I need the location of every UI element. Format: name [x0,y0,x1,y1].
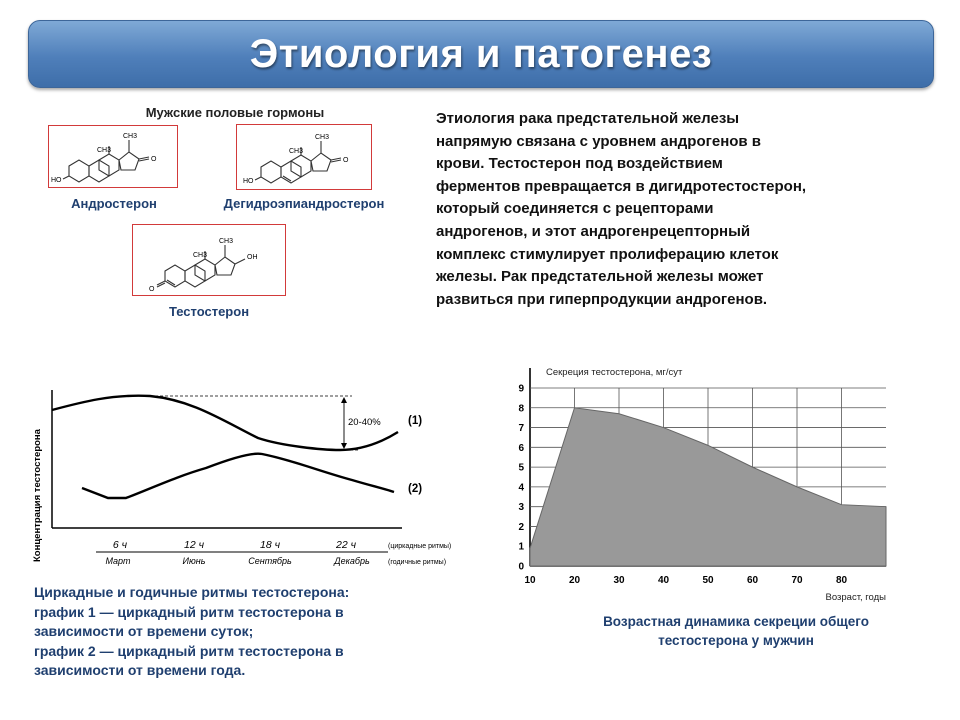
testosterone-label: Тестостерон [168,304,250,319]
age-ytick-2: 2 [518,521,524,533]
age-ytick-7: 7 [518,423,524,435]
dhea-o-label: O [343,157,349,164]
annotation-label: 20-40% [348,417,381,428]
age-chart-title: Секреция тестостерона, мг/сут [546,367,683,378]
month-label-3: Декабрь [334,556,370,566]
age-xtick-10: 10 [524,575,536,586]
androsterone-ch3-label: CH3 [97,147,112,154]
age-chart-x-label: Возраст, годы [825,592,886,602]
dhea-ch3-top-label: CH3 [315,134,330,141]
month-label-2: Сентябрь [248,556,292,566]
testosterone-structure [132,224,286,296]
age-xtick-70: 70 [791,575,803,586]
testosterone-ch3-top-label: CH3 [219,238,234,245]
age-ytick-3: 3 [518,502,524,514]
curve-2-label: (2) [408,483,423,495]
testosterone-molecule-drawing [133,225,284,294]
hormones-heading: Мужские половые гормоны [145,105,325,120]
age-xtick-30: 30 [613,575,625,586]
age-ytick-1: 1 [518,541,524,553]
androsterone-ho-label: HO [51,177,62,184]
androsterone-o-label: O [151,156,157,163]
annotation-arrow-down [341,443,347,449]
curve-2-annual [82,454,394,498]
annotation-arrow-up [341,397,347,403]
rhythm-chart-caption: Циркадные и годичные ритмы тестостерона: график 1 — циркадный ритм тестостерона в зависимости от времени суток; график 2 — циркадный ритм тестостерона в зависимости от времени года. [34,584,350,679]
age-ytick-0: 0 [518,561,524,573]
title-banner [28,20,934,88]
androsterone-ch3-top-label: CH3 [123,133,138,140]
age-ytick-9: 9 [518,383,524,395]
hour-label-1: 12 ч [183,539,205,551]
months-row-label: (годичные ритмы) [388,559,447,566]
dhea-structure [236,124,372,190]
age-xtick-50: 50 [702,575,714,586]
dhea-ch3-label: CH3 [289,148,304,155]
dhea-ho-label: HO [243,178,254,185]
month-label-0: Март [105,556,131,566]
testosterone-o-label: O [149,286,155,293]
dhea-label: Дегидроэпиандростерон [223,196,385,211]
testosterone-ch3-label: CH3 [193,252,208,259]
etiology-paragraph: Этиология рака предстательной железы напрямую связана с уровнем андрогенов в крови. Тестостерон под воздействием ферментов превращается в дигидротестостерон, который соединяется с рецепторами андрогенов, и этот андрогенрецепторный комплекс стимулирует пролиферацию клеток железы. Рак предстательной железы может развиться при гиперпродукции андрогенов. [436,110,807,308]
age-ytick-8: 8 [518,403,524,415]
age-chart-caption: Возрастная динамика секреции общего тестостерона у мужчин [603,614,869,648]
slide-title: Этиология и патогенез [249,31,713,76]
age-ytick-4: 4 [518,482,524,494]
hour-label-3: 22 ч [335,539,357,551]
dhea-molecule-drawing [237,125,370,188]
month-label-1: Июнь [182,556,206,566]
rhythm-y-label: Концентрация тестостерона [32,429,43,562]
age-xtick-20: 20 [568,575,581,586]
age-xtick-80: 80 [835,575,848,586]
hours-row-label: (циркадные ритмы) [388,543,452,550]
hour-label-0: 6 ч [112,539,128,551]
testosterone-oh-label: OH [247,254,258,261]
age-ytick-5: 5 [518,462,524,474]
curve-1-circadian [52,396,398,450]
androsterone-label: Андростерон [71,196,157,211]
age-xtick-40: 40 [657,575,670,586]
age-xtick-60: 60 [746,575,759,586]
androsterone-molecule-drawing [49,126,176,186]
curve-1-label: (1) [408,415,423,427]
hour-label-2: 18 ч [259,539,281,551]
rhythm-chart [22,384,472,584]
age-ytick-6: 6 [518,442,524,454]
androsterone-structure [48,125,178,188]
age-secretion-chart [500,362,900,602]
